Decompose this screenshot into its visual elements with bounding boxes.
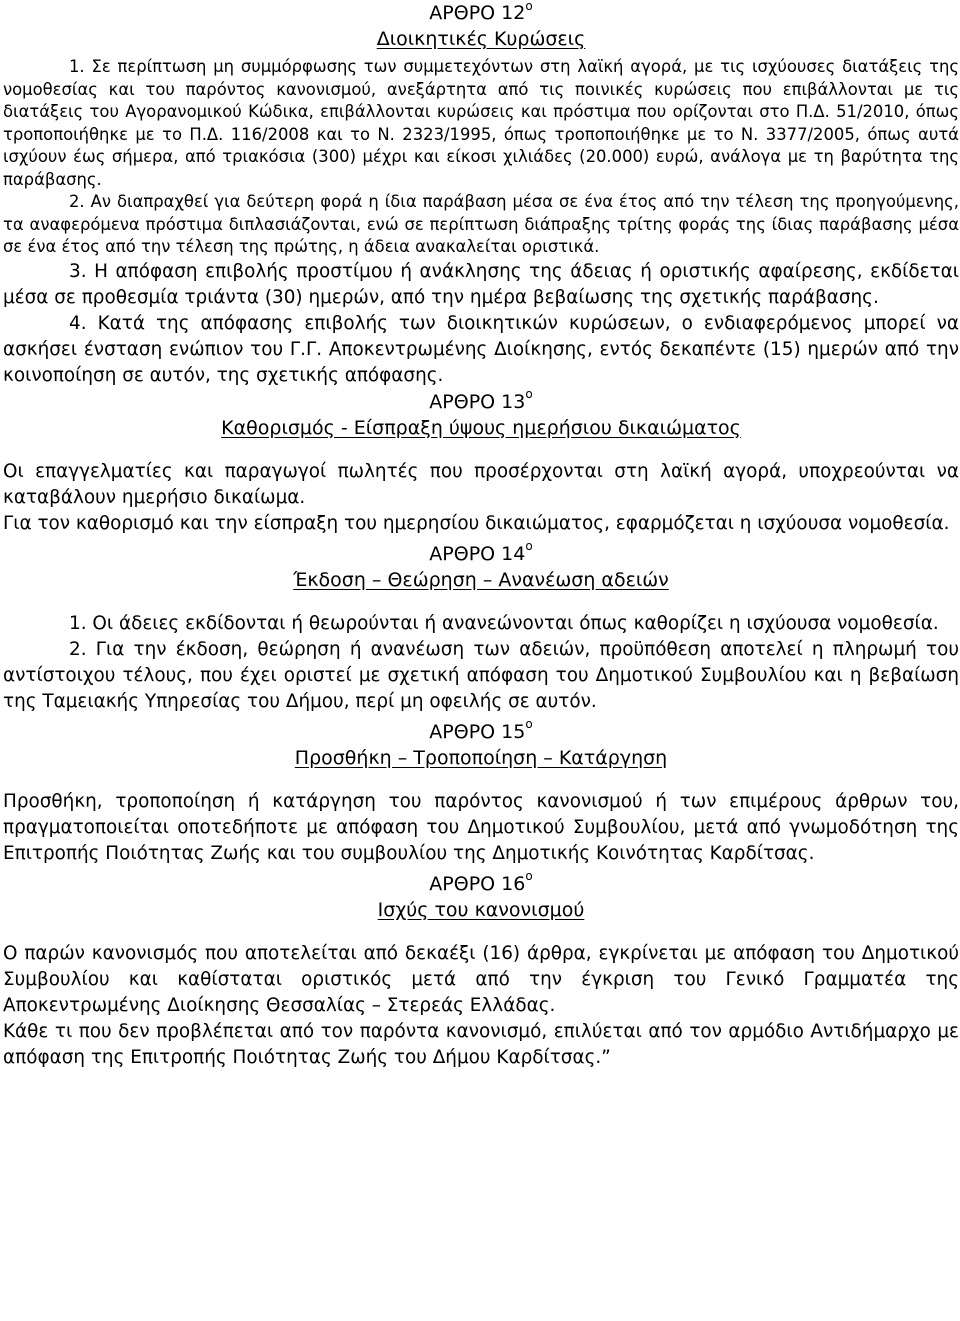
article-16-title: Ισχύς του κανονισμού	[377, 898, 585, 921]
article-16-paragraph-1: Ο παρών κανονισμός που αποτελείται από δεκαέξι (16) άρθρα, εγκρίνεται με απόφαση του Δημοτικού Συμβουλίου και καθίσταται οριστικός μετά από την έγκριση του Γενικό Γραμματέα της Αποκεντρωμένης Διοίκησης Θεσσαλίας – Στερεάς Ελλάδας.	[3, 942, 959, 1016]
article-16-paragraph-2: Κάθε τι που δεν προβλέπεται από τον παρόντα κανονισμό, επιλύεται από τον αρμόδιο Αντιδήμαρχο με απόφαση της Επιτροπής Ποιότητας Ζωής του Δήμου Καρδίτσας.”	[3, 1020, 959, 1068]
article-15-heading-text: ΑΡΘΡΟ 15	[429, 720, 526, 743]
article-13-paragraph-1: Οι επαγγελματίες και παραγωγοί πωλητές που προσέρχονται στη λαϊκή αγορά, υποχρεούνται να καταβάλουν ημερήσιο δικαίωμα.	[3, 460, 959, 508]
article-13-heading	[3, 389, 959, 415]
article-13-heading-text: ΑΡΘΡΟ 13	[429, 390, 526, 413]
article-15-header	[3, 719, 959, 771]
article-14-title: Έκδοση – Θεώρηση – Ανανέωση αδειών	[293, 568, 669, 591]
paragraph-number: 1.	[69, 57, 85, 76]
article-12-heading	[3, 0, 959, 26]
article-12-paragraph-3	[3, 259, 959, 311]
article-13-header	[3, 389, 959, 441]
paragraph-text: Αν διαπραχθεί για δεύτερη φορά η ίδια παράβαση μέσα σε ένα έτος από την τέλεση της προηγούμενης, τα αναφερόμενα πρόστιμα διπλασιάζονται, ενώ σε περίπτωση διάπραξης τρίτης φοράς της ίδιας παράβασης μέσα σε ένα έτος από την τέλεση της πρώτης, η άδεια ανακαλείται οριστικά.	[3, 192, 959, 256]
article-15-heading-sup: ο	[525, 717, 533, 732]
paragraph-text: Για την έκδοση, θεώρηση ή ανανέωση των αδειών, προϋπόθεση αποτελεί η πληρωμή του αντίστοιχου τέλους, που έχει οριστεί με σχετική απόφαση του Δημοτικού Συμβουλίου και η βεβαίωση της Ταμειακής Υπηρεσίας του Δήμου, περί μη οφειλής σε αυτόν.	[3, 638, 959, 712]
article-12-heading-sup: ο	[525, 0, 533, 13]
paragraph-number: 3.	[69, 260, 87, 282]
paragraph-text: Οι άδειες εκδίδονται ή θεωρούνται ή ανανεώνονται όπως καθορίζει η ισχύουσα νομοθεσία.	[92, 612, 939, 634]
article-14-header	[3, 541, 959, 593]
article-13-heading-sup: ο	[525, 387, 533, 402]
article-12-header	[3, 0, 959, 52]
article-14-paragraph-2	[3, 637, 959, 715]
article-14-heading-sup: ο	[525, 539, 533, 554]
article-15-heading	[3, 719, 959, 745]
article-12-paragraph-1	[3, 56, 959, 191]
paragraph-number: 4.	[69, 312, 87, 334]
article-15-title: Προσθήκη – Τροποποίηση – Κατάργηση	[294, 746, 668, 769]
paragraph-text: Η απόφαση επιβολής προστίμου ή ανάκλησης της άδειας ή οριστικής αφαίρεσης, εκδίδεται μέσα σε προθεσμία τριάντα (30) ημερών, από την ημέρα βεβαίωσης της σχετικής παράβασης.	[3, 260, 959, 308]
article-14-heading	[3, 541, 959, 567]
article-13-paragraph-2: Για τον καθορισμό και την είσπραξη του ημερησίου δικαιώματος, εφαρμόζεται η ισχύουσα νομοθεσία.	[3, 512, 950, 534]
article-16-heading-text: ΑΡΘΡΟ 16	[429, 872, 526, 895]
paragraph-number: 2.	[69, 638, 87, 660]
article-16-heading	[3, 871, 959, 897]
article-12-paragraph-2	[3, 191, 959, 259]
paragraph-text: Κατά της απόφασης επιβολής των διοικητικών κυρώσεων, ο ενδιαφερόμενος μπορεί να ασκήσει ένσταση ενώπιον του Γ.Γ. Αποκεντρωμένης Διοίκησης, εντός δεκαπέντε (15) ημερών από την κοινοποίηση σε αυτόν, της σχετικής απόφασης.	[3, 312, 959, 386]
article-14-paragraph-1	[3, 611, 959, 637]
article-12-heading-text: ΑΡΘΡΟ 12	[429, 2, 526, 24]
article-16-heading-sup: ο	[525, 869, 533, 884]
article-13-title: Καθορισμός - Είσπραξη ύψους ημερήσιου δικαιώματος	[221, 416, 741, 439]
article-15-paragraph-1: Προσθήκη, τροποποίηση ή κατάργηση του παρόντος κανονισμού ή των επιμέρους άρθρων του, πραγματοποιείται οποτεδήποτε με απόφαση του Δημοτικού Συμβουλίου, μετά από γνωμοδότηση της Επιτροπής Ποιότητας Ζωής και του συμβουλίου της Δημοτικής Κοινότητας Καρδίτσας.	[3, 790, 959, 864]
article-12-title: Διοικητικές Κυρώσεις	[376, 28, 586, 50]
article-12-paragraph-4	[3, 311, 959, 389]
article-14-heading-text: ΑΡΘΡΟ 14	[429, 542, 526, 565]
paragraph-text: Σε περίπτωση μη συμμόρφωσης των συμμετεχόντων στη λαϊκή αγορά, με τις ισχύουσες διατάξεις της νομοθεσίας και του παρόντος κανονισμού, ανεξάρτητα από τις ποινικές κυρώσεις που επιβάλλονται με τις διατάξεις του Αγορανομικού Κώδικα, επιβάλλονται κυρώσεις και πρόστιμα που ορίζονται στο Π.Δ. 51/2010, όπως τροποποιήθηκε με το Π.Δ. 116/2008 και το Ν. 2323/1995, όπως τροποποιήθηκε με το Ν. 3377/2005, όπως αυτά ισχύουν έως σήμερα, από τριακόσια (300) μέχρι και είκοσι χιλιάδες (20.000) ευρώ, ανάλογα με τη βαρύτητα της παράβασης.	[3, 57, 959, 189]
article-16-header	[3, 871, 959, 923]
paragraph-number: 2.	[69, 192, 85, 211]
paragraph-number: 1.	[69, 612, 87, 634]
